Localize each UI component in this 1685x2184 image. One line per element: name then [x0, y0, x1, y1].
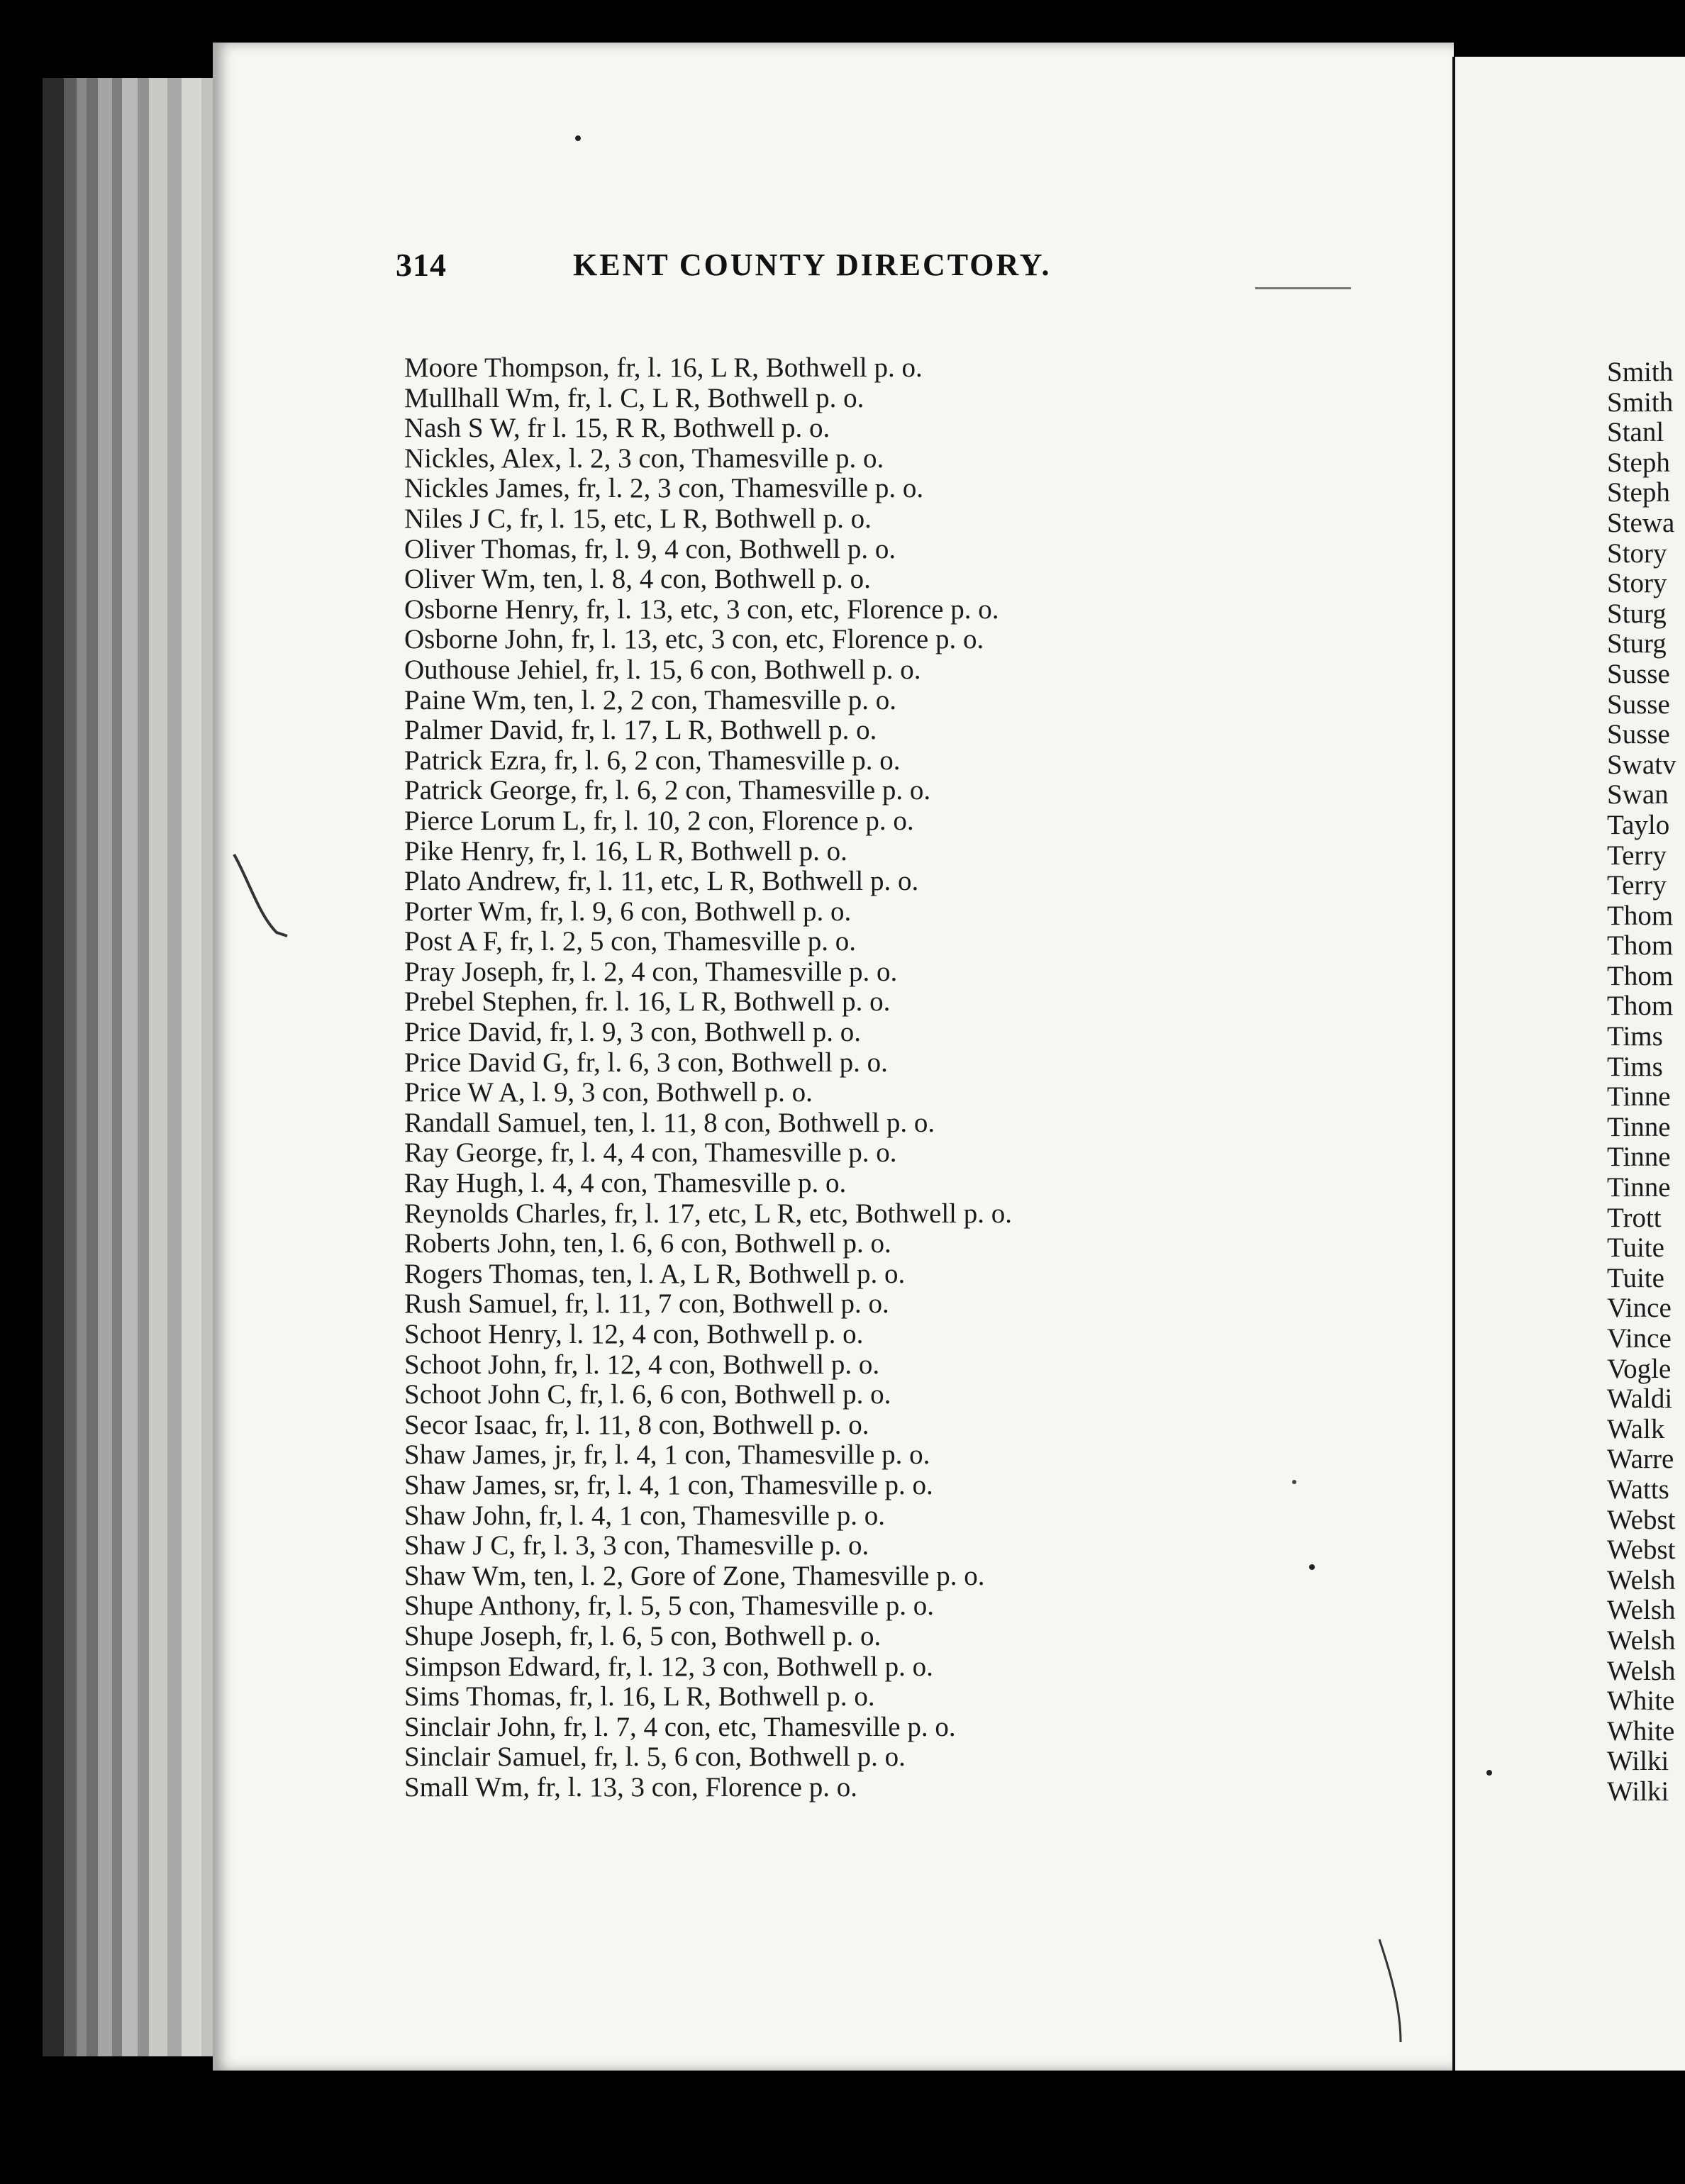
facing-page-entry: Warre: [1607, 1444, 1674, 1475]
facing-page-entry: Tuite: [1607, 1232, 1664, 1264]
facing-page-entry: Tinne: [1607, 1142, 1671, 1173]
directory-entry: Outhouse Jehiel, fr, l. 15, 6 con, Bothwell p. o.: [404, 654, 921, 685]
directory-entry: Osborne John, fr, l. 13, etc, 3 con, etc, Florence p. o.: [404, 624, 984, 655]
facing-page-entry: Welsh: [1607, 1595, 1676, 1626]
facing-page-entry: Stanl: [1607, 417, 1664, 448]
facing-page-entry: Story: [1607, 537, 1667, 569]
directory-entry-list: [404, 353, 1468, 1803]
facing-page-entry: Thom: [1607, 900, 1674, 931]
facing-page-entry: Walk: [1607, 1413, 1665, 1444]
book-page-edges: [43, 78, 220, 2056]
directory-entry: Price David, fr, l. 9, 3 con, Bothwell p. o.: [404, 1017, 861, 1048]
facing-page-entry: Sturg: [1607, 598, 1667, 629]
facing-page-entry: Story: [1607, 568, 1667, 599]
directory-entry: Shaw John, fr, l. 4, 1 con, Thamesville p. o.: [404, 1500, 885, 1531]
facing-page-entry: Susse: [1607, 719, 1670, 750]
facing-page-entry: Vince: [1607, 1323, 1672, 1354]
facing-page-entry: Tims: [1607, 1021, 1663, 1052]
facing-page-entry: Thom: [1607, 991, 1674, 1022]
facing-page-entry: Waldi: [1607, 1383, 1673, 1415]
directory-entry: Sinclair John, fr, l. 7, 4 con, etc, Thamesville p. o.: [404, 1711, 956, 1742]
facing-page-entry: Taylo: [1607, 809, 1670, 840]
directory-entry: Mullhall Wm, fr, l. C, L R, Bothwell p. o.: [404, 382, 864, 413]
page-number: 314: [396, 246, 447, 283]
facing-page-entry: Tinne: [1607, 1172, 1671, 1203]
facing-page-entry: Stewa: [1607, 507, 1675, 538]
facing-page-entry: Sturg: [1607, 628, 1667, 659]
directory-entry: Ray George, fr, l. 4, 4 con, Thamesville p. o.: [404, 1137, 897, 1169]
header-rule: [1255, 287, 1351, 289]
facing-page-entry: White: [1607, 1686, 1675, 1717]
directory-entry: Shaw J C, fr, l. 3, 3 con, Thamesville p. o.: [404, 1530, 869, 1561]
facing-page-entry: White: [1607, 1715, 1675, 1746]
facing-page-entry: Webst: [1607, 1534, 1676, 1566]
directory-entry: Oliver Thomas, fr, l. 9, 4 con, Bothwell p. o.: [404, 533, 896, 564]
directory-entry: Schoot John C, fr, l. 6, 6 con, Bothwell p. o.: [404, 1379, 891, 1410]
directory-entry: Nickles, Alex, l. 2, 3 con, Thamesville p. o.: [404, 442, 884, 474]
directory-entry: Nickles James, fr, l. 2, 3 con, Thamesville p. o.: [404, 473, 924, 504]
directory-entry: Shaw James, sr, fr, l. 4, 1 con, Thamesville p. o.: [404, 1469, 933, 1500]
directory-entry: Nash S W, fr l. 15, R R, Bothwell p. o.: [404, 413, 830, 444]
directory-entry: Sims Thomas, fr, l. 16, L R, Bothwell p. o.: [404, 1681, 875, 1712]
directory-entry: Small Wm, fr, l. 13, 3 con, Florence p. o.: [404, 1771, 857, 1803]
facing-page-entry: Wilki: [1607, 1776, 1669, 1807]
directory-entry: Shaw James, jr, fr, l. 4, 1 con, Thamesville p. o.: [404, 1439, 930, 1471]
directory-entry: Pike Henry, fr, l. 16, L R, Bothwell p. o.: [404, 835, 847, 867]
directory-entry: Paine Wm, ten, l. 2, 2 con, Thamesville p. o.: [404, 684, 896, 715]
directory-entry: Reynolds Charles, fr, l. 17, etc, L R, etc, Bothwell p. o.: [404, 1198, 1013, 1229]
facing-page-entry: Welsh: [1607, 1564, 1676, 1595]
directory-entry: Randall Samuel, ten, l. 11, 8 con, Bothwell p. o.: [404, 1107, 935, 1138]
directory-entry: Post A F, fr, l. 2, 5 con, Thamesville p. o.: [404, 926, 857, 957]
facing-page-entry: Smith: [1607, 357, 1674, 387]
facing-page-entry: Tinne: [1607, 1111, 1671, 1142]
directory-entry: Price David G, fr, l. 6, 3 con, Bothwell p. o.: [404, 1047, 888, 1078]
directory-entry: Price W A, l. 9, 3 con, Bothwell p. o.: [404, 1077, 813, 1108]
facing-page-entry: Watts: [1607, 1473, 1669, 1505]
facing-page-entry: Steph: [1607, 477, 1670, 508]
facing-page-entry: Tinne: [1607, 1081, 1671, 1113]
directory-entry: Prebel Stephen, fr. l. 16, L R, Bothwell p. o.: [404, 986, 891, 1018]
directory-entry: Palmer David, fr, l. 17, L R, Bothwell p. o.: [404, 715, 877, 746]
directory-entry: Pray Joseph, fr, l. 2, 4 con, Thamesville p. o.: [404, 956, 898, 987]
directory-entry: Ray Hugh, l. 4, 4 con, Thamesville p. o.: [404, 1168, 847, 1199]
directory-entry: Roberts John, ten, l. 6, 6 con, Bothwell p. o.: [404, 1228, 891, 1259]
directory-entry: Patrick George, fr, l. 6, 2 con, Thamesville p. o.: [404, 775, 931, 806]
facing-page-entry: Swatv: [1607, 749, 1676, 780]
directory-entry: Niles J C, fr, l. 15, etc, L R, Bothwell p. o.: [404, 503, 872, 534]
facing-page-entry: Susse: [1607, 658, 1670, 689]
facing-page-entry: Thom: [1607, 960, 1674, 991]
page-title: KENT COUNTY DIRECTORY.: [573, 247, 1052, 282]
directory-entry: Secor Isaac, fr, l. 11, 8 con, Bothwell p. o.: [404, 1409, 869, 1440]
facing-page-entry: Wilki: [1607, 1746, 1669, 1777]
facing-page-entry: Swan: [1607, 779, 1669, 810]
directory-entry: Shupe Joseph, fr, l. 6, 5 con, Bothwell p. o.: [404, 1620, 882, 1651]
facing-page-entry: Terry: [1607, 840, 1667, 871]
facing-page-entry: Vogle: [1607, 1353, 1672, 1384]
directory-entry: Schoot Henry, l. 12, 4 con, Bothwell p. o.: [404, 1319, 864, 1349]
directory-entry: Simpson Edward, fr, l. 12, 3 con, Bothwell p. o.: [404, 1651, 933, 1682]
directory-entry: Schoot John, fr, l. 12, 4 con, Bothwell p. o.: [404, 1349, 880, 1380]
directory-entry: Plato Andrew, fr, l. 11, etc, L R, Bothwell p. o.: [404, 866, 919, 897]
directory-entry: Pierce Lorum L, fr, l. 10, 2 con, Florence p. o.: [404, 805, 914, 836]
directory-entry: Porter Wm, fr, l. 9, 6 con, Bothwell p. o.: [404, 896, 852, 927]
directory-entry: Patrick Ezra, fr, l. 6, 2 con, Thamesville p. o.: [404, 745, 901, 776]
facing-page-entry: Vince: [1607, 1293, 1672, 1324]
facing-page-entry: Welsh: [1607, 1655, 1676, 1686]
directory-entry: Shaw Wm, ten, l. 2, Gore of Zone, Thamesville p. o.: [404, 1560, 985, 1591]
facing-page-entry: Steph: [1607, 447, 1670, 478]
facing-page-entry: Tims: [1607, 1051, 1663, 1082]
page-header: [396, 240, 1339, 289]
left-page: [213, 43, 1454, 2071]
directory-entry: Oliver Wm, ten, l. 8, 4 con, Bothwell p. o.: [404, 564, 871, 595]
facing-page-entry-list: [1607, 357, 1685, 1807]
facing-page-entry: Webst: [1607, 1504, 1676, 1535]
directory-entry: Shupe Anthony, fr, l. 5, 5 con, Thamesville p. o.: [404, 1590, 934, 1622]
directory-entry: Osborne Henry, fr, l. 13, etc, 3 con, etc, Florence p. o.: [404, 594, 999, 625]
facing-page-entry: Trott: [1607, 1202, 1662, 1233]
facing-page-entry: Terry: [1607, 870, 1667, 901]
facing-page-entry: Susse: [1607, 689, 1670, 720]
facing-page-entry: Smith: [1607, 386, 1674, 418]
facing-page-entry: Welsh: [1607, 1625, 1676, 1656]
facing-page: [1452, 57, 1685, 2071]
directory-entry: Moore Thompson, fr, l. 16, L R, Bothwell p. o.: [404, 352, 923, 383]
directory-entry: Sinclair Samuel, fr, l. 5, 6 con, Bothwell p. o.: [404, 1742, 906, 1773]
facing-page-entry: Tuite: [1607, 1262, 1664, 1293]
directory-entry: Rogers Thomas, ten, l. A, L R, Bothwell p. o.: [404, 1258, 906, 1289]
facing-page-entry: Thom: [1607, 930, 1674, 962]
directory-entry: Rush Samuel, fr, l. 11, 7 con, Bothwell p. o.: [404, 1288, 889, 1320]
